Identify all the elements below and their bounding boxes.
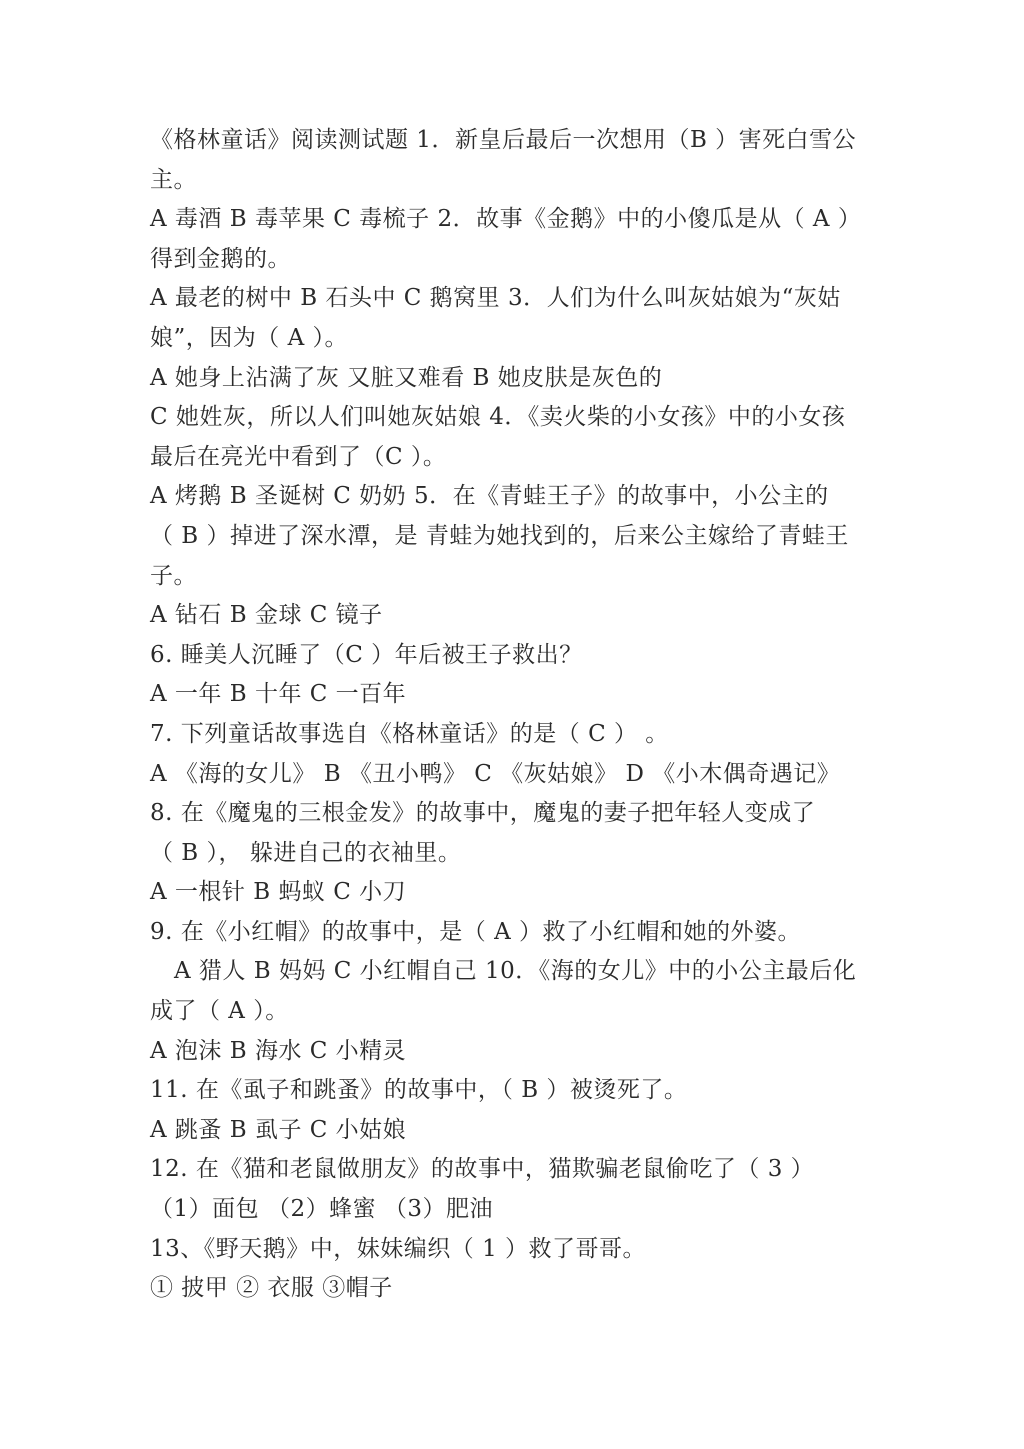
text-line: 8. 在《魔鬼的三根金发》的故事中，魔鬼的妻子把年轻人变成了 [150,800,816,827]
text-line: A 泡沫 B 海水 C 小精灵 [150,1037,407,1064]
text-line: A 猎人 B 妈妈 C 小红帽自己 10．《海的女儿》中的小公主最后化 [174,958,857,985]
text-line: A 烤鹅 B 圣诞树 C 奶奶 5．在《青蛙王子》的故事中，小公主的 [150,483,829,510]
text-line: （ B ）， 躲进自己的衣袖里。 [150,839,462,866]
text-line: 6. 睡美人沉睡了（C ）年后被王子救出？ [150,641,583,668]
text-line: 7. 下列童话故事选自《格林童话》的是（ C ） 。 [150,720,669,747]
text-line: 主。 [150,166,197,193]
text-line: 得到金鹅的。 [150,245,291,272]
text-line: 娘”，因为（ A ）。 [150,324,348,351]
text-line: 12. 在《猫和老鼠做朋友》的故事中，猫欺骗老鼠偷吃了（ 3 ） [150,1156,815,1183]
text-line: 成了（ A ）。 [150,998,289,1025]
text-line: C 她姓灰，所以人们叫她灰姑娘 4．《卖火柴的小女孩》中的小女孩 [150,404,846,431]
text-line: ① 披甲 ② 衣服 ③帽子 [150,1275,393,1302]
text-line: A 一根针 B 蚂蚁 C 小刀 [150,879,407,906]
text-line: 11. 在《虱子和跳蚤》的故事中，（ B ）被烫死了。 [150,1077,688,1104]
text-line: （ B ）掉进了深水潭，是 青蛙为她找到的，后来公主嫁给了青蛙王 [150,522,849,549]
text-line: 13、《野天鹅》中，妹妹编织（ 1 ）救了哥哥。 [150,1235,647,1262]
text-line: 《格林童话》阅读测试题 1．新皇后最后一次想用（B ）害死白雪公 [150,127,857,153]
text-line: A 跳蚤 B 虱子 C 小姑娘 [150,1116,407,1143]
text-line: 子。 [150,562,197,589]
text-line: A 《海的女儿》 B 《丑小鸭》 C 《灰姑娘》 D 《小木偶奇遇记》 [150,760,841,787]
text-line: A 钻石 B 金球 C 镜子 [150,602,383,629]
text-line: A 她身上沾满了灰 又脏又难看 B 她皮肤是灰色的 [150,364,663,391]
text-line: A 毒酒 B 毒苹果 C 毒梳子 2．故事《金鹅》中的小傻瓜是从（ A ） [150,206,862,233]
text-line: 最后在亮光中看到了（C ）。 [150,443,447,470]
document-body [150,121,890,1309]
text-line: 9. 在《小红帽》的故事中，是（ A ）救了小红帽和她的外婆。 [150,918,801,945]
text-line: （1）面包 （2）蜂蜜 （3）肥油 [150,1196,494,1223]
text-line: A 一年 B 十年 C 一百年 [150,681,407,708]
text-line: A 最老的树中 B 石头中 C 鹅窝里 3．人们为什么叫灰姑娘为“灰姑 [150,285,841,312]
